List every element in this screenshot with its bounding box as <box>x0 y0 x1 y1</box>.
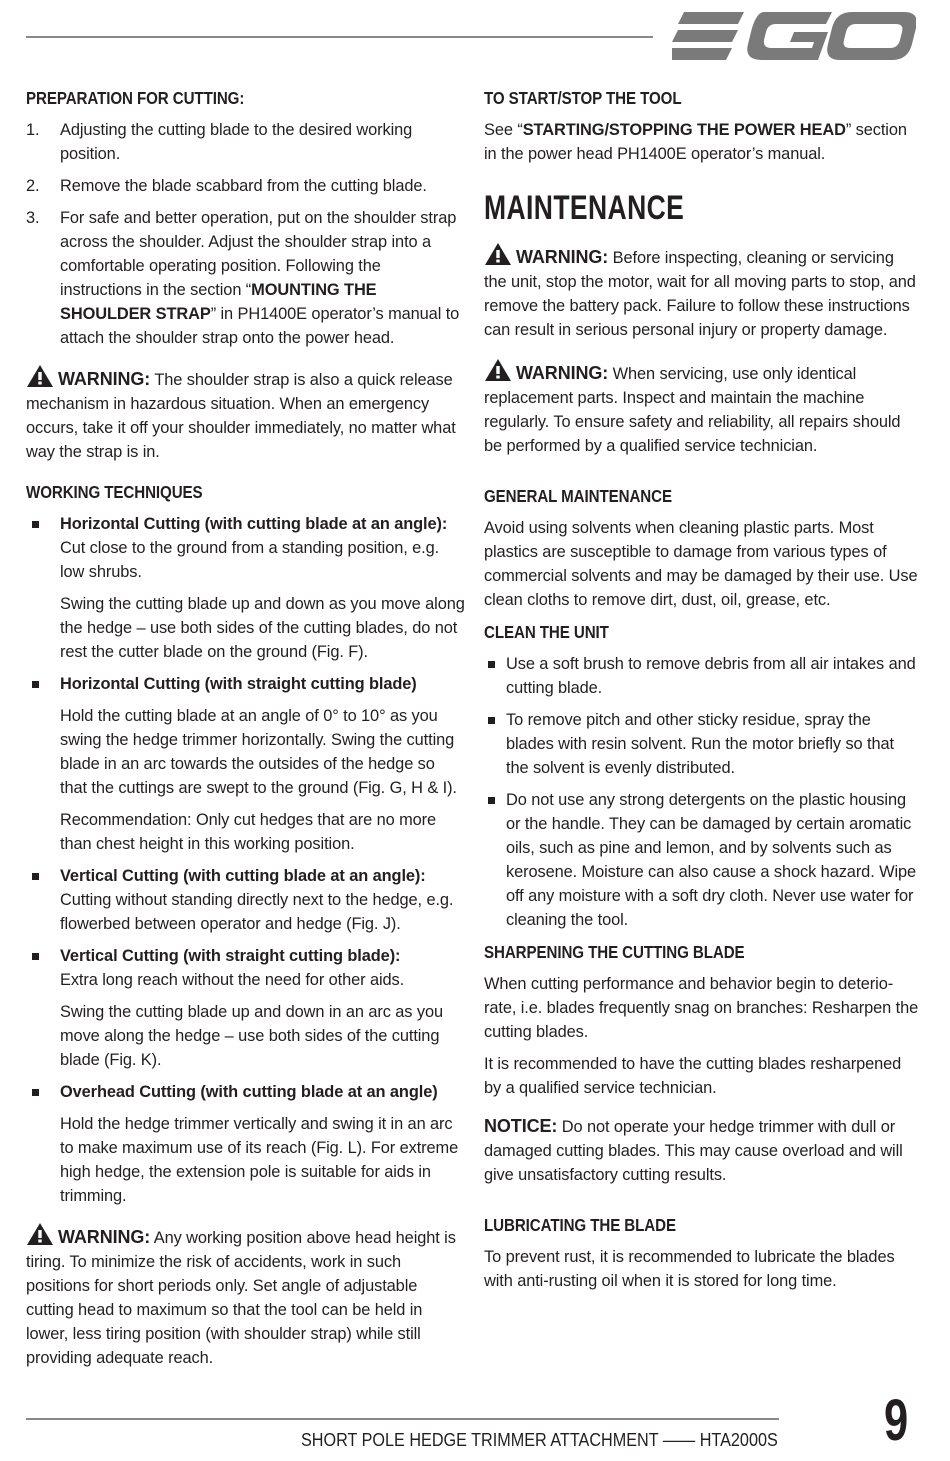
clean-item-text: Use a soft brush to remove debris from all air intakes and cutting blade. <box>506 655 916 697</box>
left-column <box>26 86 466 1386</box>
general-maintenance-text: Avoid using solvents when cleaning plastic parts. Most plastics are susceptible to damage from various types of commercial solvents and may be damaged by their use. Use clean cloths to remove dirt, dust, oil, grease, etc. <box>484 519 918 609</box>
prep-item-3 <box>26 206 466 350</box>
prep-item-number: 2. <box>26 177 40 195</box>
technique-title: Vertical Cutting (with cutting blade at an angle): <box>60 867 426 885</box>
sharpening-text: When cutting performance and behavior begin to deterio-rate, i.e. blades frequently snag on branches: Resharpen the cutting blades. <box>484 975 919 1041</box>
prep-item-number: 1. <box>26 121 40 139</box>
clean-item <box>484 652 919 700</box>
prep-item-1 <box>26 118 466 166</box>
sharpening-text: It is recommended to have the cutting blades resharpened by a qualified service technician. <box>484 1055 902 1097</box>
prep-item-text: Remove the blade scabbard from the cutting blade. <box>60 177 427 195</box>
warning-label: WARNING: <box>58 1227 151 1247</box>
clean-item-text: Do not use any strong detergents on the plastic housing or the handle. They can be damaged by certain aromatic oils, such as pine and lemon, and by solvents such as kerosene. Moisture can also cause a shock hazard. Wipe off any moisture with a soft dry cloth. Never use water for cleaning the tool. <box>506 791 917 929</box>
warning-label: WARNING: <box>516 247 609 267</box>
prep-item-text: Adjusting the cutting blade to the desired working position. <box>60 121 413 163</box>
start-stop-heading: TO START/STOP THE TOOL <box>484 88 682 108</box>
techniques-heading: WORKING TECHNIQUES <box>26 482 203 502</box>
general-maintenance-heading: GENERAL MAINTENANCE <box>484 486 672 506</box>
warning-text: Before inspecting, cleaning or servicing the unit, stop the motor, wait for all moving parts to stop, and remove the battery pack. Failure to follow these instructions can result in serious personal injury or property damage. <box>484 249 916 339</box>
header-rule <box>26 36 653 38</box>
warning-label: WARNING: <box>58 369 151 389</box>
warning-text: When servicing, use only identical replacement parts. Inspect and maintain the machine regularly. To ensure safety and reliability, all repairs should be performed by a qualified service technician. <box>484 365 901 455</box>
technique-item <box>26 1080 466 1104</box>
footer-rule <box>26 1418 779 1420</box>
warning-triangle-icon <box>484 358 512 382</box>
technique-title: Overhead Cutting (with cutting blade at an angle) <box>60 1083 438 1101</box>
technique-item <box>26 864 466 936</box>
prep-item-text: ” in PH1400E operator’s manual to attach the shoulder strap onto the power head. <box>60 305 460 347</box>
warning-triangle-icon <box>484 242 512 266</box>
prep-item-2 <box>26 174 466 198</box>
maintenance-title: MAINTENANCE <box>484 189 685 227</box>
warning-head-height <box>26 1222 466 1370</box>
technique-text: Extra long reach without the need for other aids. <box>60 971 405 989</box>
clean-item-text: To remove pitch and other sticky residue, spray the blades with resin solvent. Run the motor briefly so that the solvent is evenly distributed. <box>506 711 894 777</box>
bullet-square-icon <box>32 953 39 960</box>
start-text: ” section in the power head PH1400E operator’s manual. <box>484 121 907 163</box>
bullet-square-icon <box>32 873 39 880</box>
technique-title: Vertical Cutting (with straight cutting blade): <box>60 947 401 965</box>
lubricating-text: To prevent rust, it is recommended to lubricate the blades with anti-rusting oil when it is stored for long time. <box>484 1248 895 1290</box>
technique-text: Cut close to the ground from a standing position, e.g. low shrubs. <box>60 539 440 581</box>
technique-detail: Swing the cutting blade up and down as you move along the hedge – use both sides of the cutting blades, do not rest the cutter blade on the ground (Fig. F). <box>60 595 465 661</box>
notice-label: NOTICE: <box>484 1116 558 1136</box>
bullet-square-icon <box>32 681 39 688</box>
technique-title: Horizontal Cutting (with straight cutting blade) <box>60 675 417 693</box>
notice-text: Do not operate your hedge trimmer with dull or damaged cutting blades. This may cause overload and will give unsatisfactory cutting results. <box>484 1118 903 1184</box>
technique-detail: Hold the cutting blade at an angle of 0° to 10° as you swing the hedge trimmer horizontally. Swing the cutting blade in an arc towards the outsides of the hedge so that the cuttings are swept to the ground (Fig. G, H & I). <box>60 707 457 797</box>
right-column <box>484 86 919 1301</box>
warning-replacement-parts <box>484 358 919 458</box>
prep-item-number: 3. <box>26 209 40 227</box>
bullet-square-icon <box>488 717 495 724</box>
page-number: 9 <box>884 1388 909 1453</box>
clean-item <box>484 708 919 780</box>
start-bold: STARTING/STOPPING THE POWER HEAD <box>522 121 846 139</box>
lubricating-heading: LUBRICATING THE BLADE <box>484 1215 676 1235</box>
prep-item-bold: MOUNTING THE SHOULDER STRAP <box>60 281 377 323</box>
bullet-square-icon <box>32 1089 39 1096</box>
warning-text: The shoulder strap is also a quick release mechanism in hazardous situation. When an emergency occurs, take it off your shoulder immediately, no matter what way the strap is in. <box>26 371 456 461</box>
warning-label: WARNING: <box>516 363 609 383</box>
warning-triangle-icon <box>26 1222 54 1246</box>
technique-item <box>26 944 466 992</box>
sharpening-heading: SHARPENING THE CUTTING BLADE <box>484 942 745 962</box>
ego-logo <box>672 8 916 64</box>
notice-dull-blades <box>484 1114 919 1187</box>
warning-text: Any working position above head height is tiring. To minimize the risk of accidents, work in such positions for short periods only. Set angle of adjustable cutting head to maximum so that the tool can be held in lower, less tiring position (with shoulder strap) while still providing adequate reach. <box>26 1229 456 1367</box>
technique-item <box>26 672 466 696</box>
start-stop-text <box>484 118 919 166</box>
technique-title: Horizontal Cutting (with cutting blade at an angle): <box>60 515 448 533</box>
footer-title: SHORT POLE HEDGE TRIMMER ATTACHMENT —— HTA2000S <box>301 1430 778 1450</box>
technique-detail: Recommendation: Only cut hedges that are no more than chest height in this working position. <box>60 811 437 853</box>
bullet-square-icon <box>488 797 495 804</box>
technique-detail: Swing the cutting blade up and down in an arc as you move along the hedge – use both sides of the cutting blade (Fig. K). <box>60 1003 443 1069</box>
bullet-square-icon <box>32 521 39 528</box>
warning-triangle-icon <box>26 364 54 388</box>
clean-item <box>484 788 919 932</box>
clean-unit-heading: CLEAN THE UNIT <box>484 622 609 642</box>
prep-heading: PREPARATION FOR CUTTING: <box>26 88 245 108</box>
warning-shoulder-strap <box>26 364 466 464</box>
technique-item <box>26 512 466 584</box>
technique-text: Cutting without standing directly next to the hedge, e.g. flowerbed between operator and hedge (Fig. J). <box>60 891 454 933</box>
start-text: See “ <box>484 121 523 139</box>
bullet-square-icon <box>488 661 495 668</box>
warning-before-servicing <box>484 242 919 342</box>
technique-detail: Hold the hedge trimmer vertically and swing it in an arc to make maximum use of its reach (Fig. L). For extreme high hedge, the extension pole is suitable for aids in trimming. <box>60 1115 459 1205</box>
prep-item-text: For safe and better operation, put on the shoulder strap across the shoulder. Adjust the shoulder strap into a comfortable operating position. Following the instructions in the section “ <box>60 209 457 299</box>
